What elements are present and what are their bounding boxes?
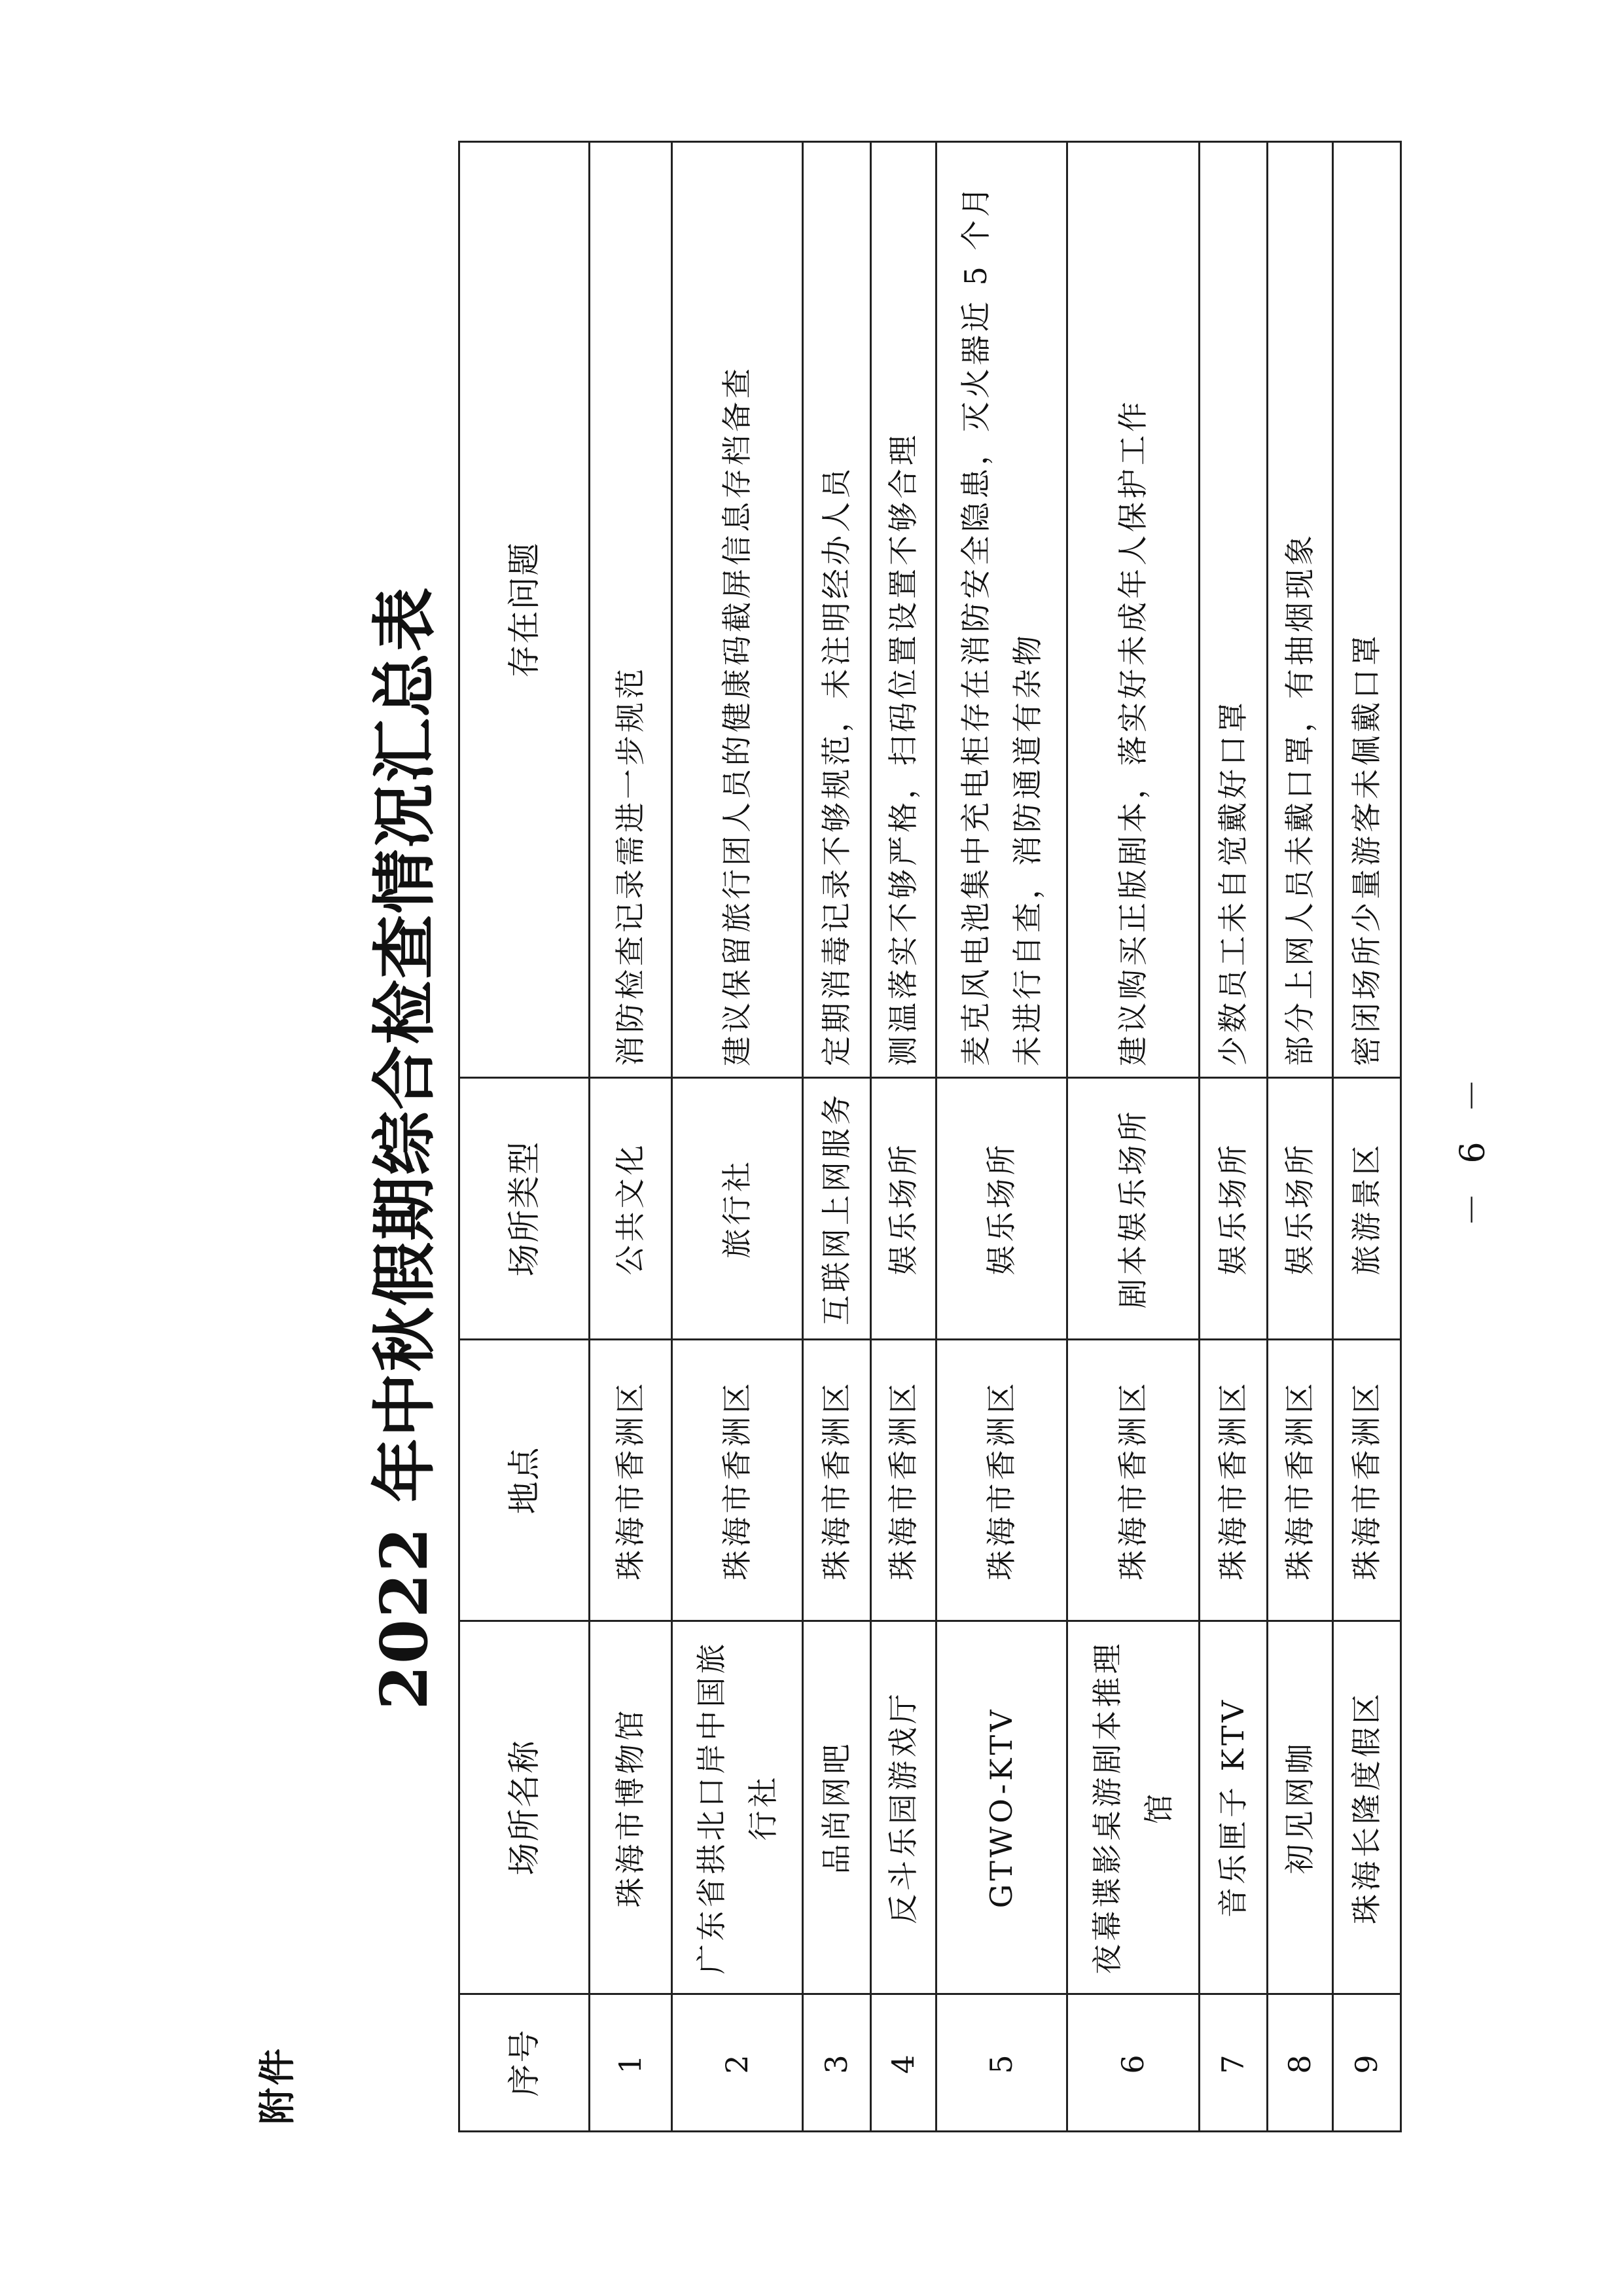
- cell-name: 音乐匣子 KTV: [1200, 1621, 1268, 1994]
- cell-no: 5: [936, 1994, 1067, 2132]
- header-type: 场所类型: [459, 1078, 590, 1340]
- cell-no: 9: [1333, 1994, 1401, 2132]
- cell-type: 娱乐场所: [936, 1078, 1067, 1340]
- cell-name: 珠海长隆度假区: [1333, 1621, 1401, 1994]
- cell-issue: 部分上网人员未戴口罩，有抽烟现象: [1268, 142, 1333, 1078]
- page-number: － 6 －: [1454, 1069, 1493, 1227]
- cell-location: 珠海市香洲区: [672, 1340, 803, 1621]
- cell-issue: 建议购买正版剧本，落实好未成年人保护工作: [1067, 142, 1200, 1078]
- header-location: 地点: [459, 1340, 590, 1621]
- table-row: [1333, 142, 1401, 2132]
- cell-location: 珠海市香洲区: [871, 1340, 936, 1621]
- table-row: [672, 142, 803, 2132]
- page-title: 2022 年中秋假期综合检查情况汇总表: [367, 586, 442, 1710]
- cell-type: 旅行社: [672, 1078, 803, 1340]
- table-row: [871, 142, 936, 2132]
- cell-location: 珠海市香洲区: [803, 1340, 871, 1621]
- cell-name: 广东省拱北口岸中国旅行社: [672, 1621, 803, 1994]
- cell-no: 3: [803, 1994, 871, 2132]
- cell-no: 1: [590, 1994, 672, 2132]
- cell-no: 4: [871, 1994, 936, 2132]
- cell-type: 娱乐场所: [1200, 1078, 1268, 1340]
- table-row: [1268, 142, 1333, 2132]
- cell-name: GTWO-KTV: [936, 1621, 1067, 1994]
- cell-no: 6: [1067, 1994, 1200, 2132]
- cell-type: 娱乐场所: [871, 1078, 936, 1340]
- header-no: 序号: [459, 1994, 590, 2132]
- cell-name: 反斗乐园游戏厅: [871, 1621, 936, 1994]
- cell-issue: 测温落实不够严格，扫码位置设置不够合理: [871, 142, 936, 1078]
- cell-issue: 麦克风电池集中充电柜存在消防安全隐患，灭火器近 5 个月未进行自查，消防通道有杂物: [936, 142, 1067, 1078]
- table-row: [803, 142, 871, 2132]
- table-row: [1200, 142, 1268, 2132]
- cell-no: 2: [672, 1994, 803, 2132]
- cell-issue: 少数员工未自觉戴好口罩: [1200, 142, 1268, 1078]
- inspection-table: [458, 141, 1402, 2132]
- cell-type: 公共文化: [590, 1078, 672, 1340]
- cell-issue: 建议保留旅行团人员的健康码截屏信息存档备查: [672, 142, 803, 1078]
- table-row: [1067, 142, 1200, 2132]
- cell-issue: 定期消毒记录不够规范，未注明经办人员: [803, 142, 871, 1078]
- table-row: [936, 142, 1067, 2132]
- table-row: [590, 142, 672, 2132]
- cell-type: 娱乐场所: [1268, 1078, 1333, 1340]
- cell-location: 珠海市香洲区: [1333, 1340, 1401, 1621]
- header-issue: 存在问题: [459, 142, 590, 1078]
- cell-issue: 消防检查记录需进一步规范: [590, 142, 672, 1078]
- cell-location: 珠海市香洲区: [1268, 1340, 1333, 1621]
- attachment-label: 附件: [257, 2046, 299, 2125]
- cell-name: 品尚网吧: [803, 1621, 871, 1994]
- cell-no: 8: [1268, 1994, 1333, 2132]
- table-header-row: [459, 142, 590, 2132]
- cell-location: 珠海市香洲区: [1200, 1340, 1268, 1621]
- header-name: 场所名称: [459, 1621, 590, 1994]
- cell-type: 旅游景区: [1333, 1078, 1401, 1340]
- cell-type: 剧本娱乐场所: [1067, 1078, 1200, 1340]
- cell-name: 珠海市博物馆: [590, 1621, 672, 1994]
- cell-name: 初见网咖: [1268, 1621, 1333, 1994]
- cell-type: 互联网上网服务: [803, 1078, 871, 1340]
- cell-no: 7: [1200, 1994, 1268, 2132]
- cell-issue: 密闭场所少量游客未佩戴口罩: [1333, 142, 1401, 1078]
- cell-name: 夜幕谍影桌游剧本推理馆: [1067, 1621, 1200, 1994]
- cell-location: 珠海市香洲区: [936, 1340, 1067, 1621]
- cell-location: 珠海市香洲区: [1067, 1340, 1200, 1621]
- cell-location: 珠海市香洲区: [590, 1340, 672, 1621]
